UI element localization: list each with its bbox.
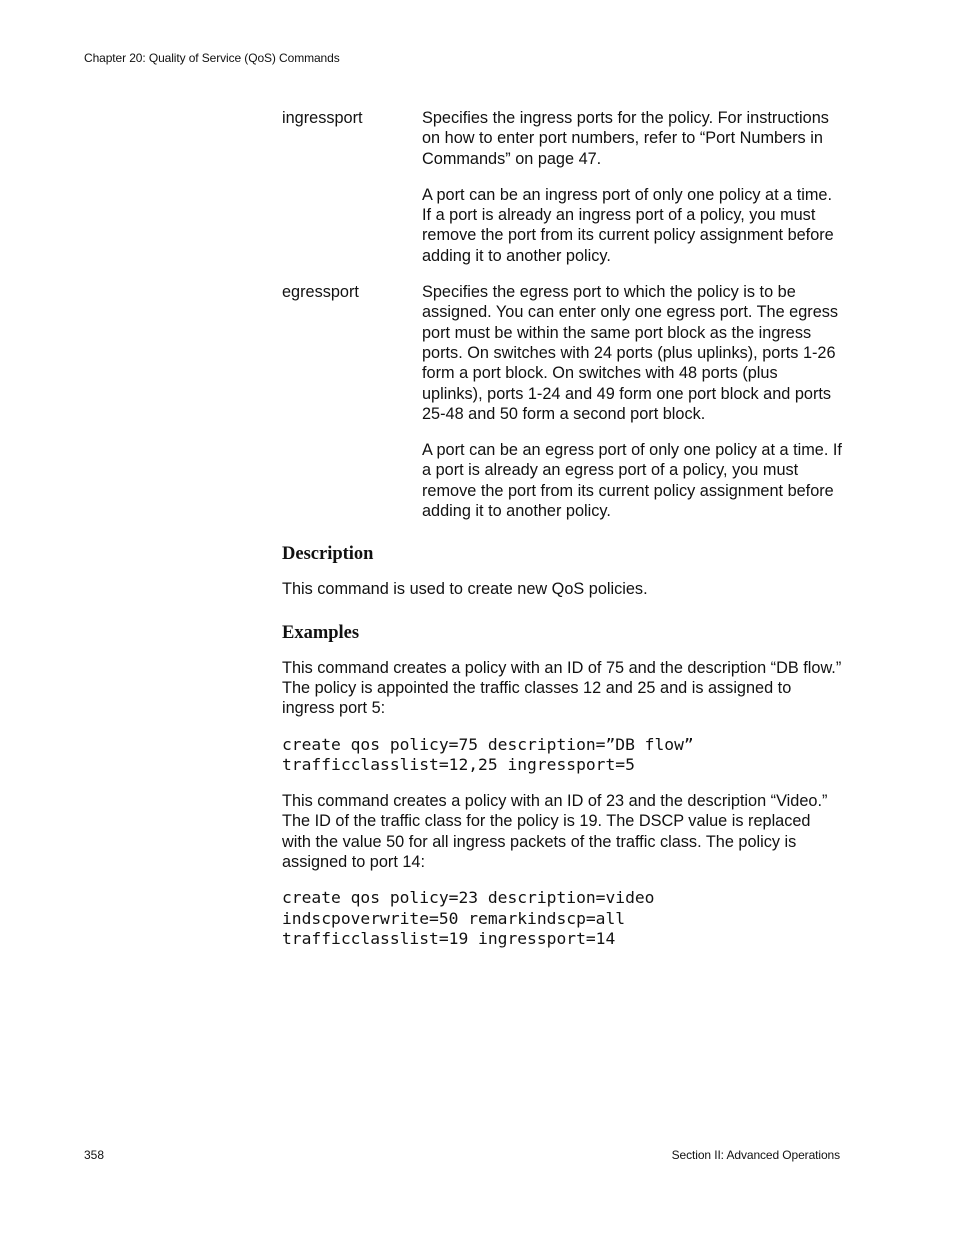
examples-heading: Examples	[282, 622, 360, 643]
parameter-row-egressport	[282, 282, 842, 521]
parameter-description	[422, 282, 842, 521]
parameter-name: egressport	[282, 283, 359, 302]
parameter-paragraph: A port can be an ingress port of only one policy at a time. If a port is already an ingress port of a policy, you must remove the port from its current policy assignment before adding it to another policy.	[422, 185, 834, 265]
parameter-paragraph: Specifies the ingress ports for the policy. For instructions on how to enter port numbers, refer to “Port Numbers in Commands” on page 47.	[422, 109, 829, 168]
parameter-paragraph: A port can be an egress port of only one policy at a time. If a port is already an egress port of a policy, you must remove the port from its current policy assignment before adding it to another policy.	[422, 441, 842, 521]
example-1-code: create qos policy=75 description=”DB flow” trafficclasslist=12,25 ingressport=5	[282, 734, 694, 774]
parameter-paragraph: Specifies the egress port to which the policy is to be assigned. You can enter only one egress port. The egress port must be within the same port block as the ingress ports. On switches with 24 ports (plus uplinks), ports 1-26 form a port block. On switches with 48 ports (plus uplinks), ports 1-24 and 49 form one port block and ports 25-48 and 50 form a second port block.	[422, 283, 839, 423]
running-footer: Section II: Advanced Operations	[671, 1148, 840, 1162]
description-text: This command is used to create new QoS policies.	[282, 580, 648, 599]
page-number: 358	[84, 1148, 105, 1162]
parameter-name: ingressport	[282, 109, 363, 127]
example-2-code: create qos policy=23 description=video indscpoverwrite=50 remarkindscp=all trafficclasslist=19 ingressport=14	[282, 888, 655, 948]
parameter-row-ingressport	[282, 108, 842, 266]
example-1-text: This command creates a policy with an ID of 75 and the description “DB flow.” The policy is appointed the traffic classes 12 and 25 and is assigned to ingress port 5:	[282, 658, 842, 718]
page-content	[282, 108, 842, 965]
running-header: Chapter 20: Quality of Service (QoS) Commands	[84, 51, 340, 65]
example-2-text: This command creates a policy with an ID of 23 and the description “Video.” The ID of the traffic class for the policy is 19. The DSCP value is replaced with the value 50 for all ingress packets of the traffic class. The policy is assigned to port 14:	[282, 792, 828, 872]
description-heading: Description	[282, 544, 374, 565]
parameter-description	[422, 108, 842, 266]
